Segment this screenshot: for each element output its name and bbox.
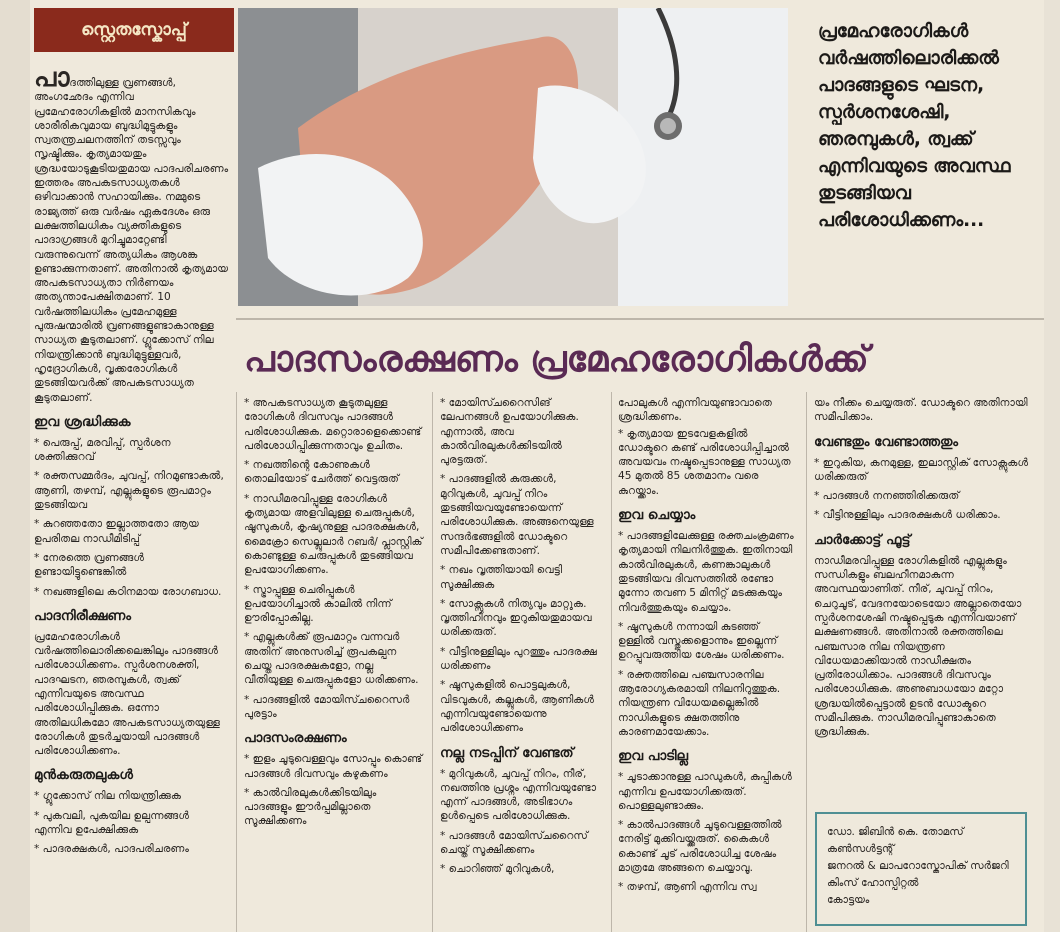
author-name: ഡോ. ജിബിൻ കെ. തോമസ് — [827, 826, 964, 838]
list-item: * പുകവലി, പുകയില ഉല്പന്നങ്ങൾ എന്നിവ ഉപേക്ഷിക്കുക — [34, 809, 189, 837]
subheading: ഇവ പാടില്ല — [618, 748, 689, 765]
subheading: നല്ല നടപ്പിന് വേണ്ടത് — [440, 744, 574, 761]
list-item: * ഇറുകിയ, കനമുള്ള, ഇലാസ്റ്റിക് സോക്സുകൾ ധരിക്കരുത് — [814, 456, 1029, 483]
paragraph: നാഡീമരവിപ്പുള്ള രോഗികളിൽ എല്ലുകളും സന്ധികളും ബലഹീനമാകുന്ന അവസ്ഥയാണിത്. നീര്, ചുവപ്പ് നിറം, ചെറുചൂട്, വേദനയോടെയോ അല്ലാതെയോ സ്പർശനശേഷി നഷ്ടപ്പെടുക എന്നിവയാണ് ലക്ഷണങ്ങൾ. അതിനാൽ രക്തത്തിലെ പഞ്ചസാര നില നിയന്ത്രണ വിധേയമാക്കിയാൽ നാഡീക്ഷതം പ്രതിരോധിക്കാം. പാദങ്ങൾ ദിവസവും പരിശോധിക്കുക. അണുബാധയോ മറ്റോ ശ്രദ്ധയിൽപ്പെട്ടാൽ ഉടൻ ഡോക്ടറെ സമീപിക്കുക. നാഡീമരവിപ്പുണ്ടാകാതെ ശ്രദ്ധിക്കുക. — [814, 554, 1022, 739]
list-item: * നാഡീമരവിപ്പുള്ള രോഗികൾ കൃത്യമായ അളവിലുള്ള ചെരുപ്പുകൾ, ഷൂസുകൾ, കൃഷ്യനുള്ള പാദരക്ഷകൾ, മൈക്രോ സെല്ലുലാർ റബർ/ പ്ലാസ്റ്റിക് കൊണ്ടുള്ള ചെരുപ്പുകൾ തുടങ്ങിയവ ഉപയോഗിക്കണം. — [244, 492, 423, 577]
list-item: * എല്ലുകൾക്ക് രൂപമാറ്റം വന്നവർ അതിന് അനുസരിച്ച് രൂപകല്പന ചെയ്ത പാദരക്ഷകളോ, നല്ല വീതിയുള്ള ചെരുപ്പുകളോ ധരിക്കണം. — [244, 631, 419, 687]
author-hospital: കിംസ് ഹോസ്പിറ്റൽ — [827, 877, 919, 889]
subheading: പാദനിരീക്ഷണം — [34, 607, 131, 624]
subheading: ഇവ ചെയ്യാം — [618, 507, 696, 524]
doctor-examining-foot-illustration — [238, 8, 788, 306]
list-item: * വീട്ടിനുള്ളിലും പാദരക്ഷകൾ ധരിക്കാം. — [814, 509, 1001, 522]
author-title: കൺസൾട്ടന്റ് — [827, 843, 895, 855]
list-item: * പെരുപ്പ്, മരവിപ്പ്, സ്പർശന ശക്തിക്കുറവ് — [34, 436, 171, 464]
list-item: * മുറിവുകൾ, ചുവപ്പ് നിറം, നീര്, നഖത്തിനു പ്രശ്നം എന്നിവയുണ്ടോ എന്ന് പാദങ്ങൾ, അടിഭാഗം ഉൾപ്പെടെ പരിശോധിക്കുക. — [440, 767, 597, 823]
subheading: ഇവ ശ്രദ്ധിക്കുക — [34, 413, 131, 430]
column-2 — [244, 396, 424, 834]
list-item: * കാൽപാദങ്ങൾ ചൂടുവെള്ളത്തിൽ നേരിട്ട് മുക്കിവയ്ക്കരുത്. കൈകൾ കൊണ്ട് ചൂട് പരിശോധിച്ച ശേഷം മാത്രമേ അങ്ങനെ ചെയ്യാവൂ. — [618, 819, 782, 875]
list-item: * മോയിസ്ചറൈസിങ് ലേപനങ്ങൾ ഉപയോഗിക്കുക. എന്നാൽ, അവ കാൽവിരലുകൾക്കിടയിൽ പുരട്ടരുത്. — [440, 397, 579, 467]
list-item: * നഖത്തിന്റെ കോണുകൾ തൊലിയോട് ചേർത്ത് വെട്ടരുത് — [244, 459, 399, 486]
author-city: കോട്ടയം — [827, 894, 870, 906]
adjacent-page-edge — [0, 0, 30, 932]
paragraph: പോലുകൾ എന്നിവയുണ്ടാവാതെ ശ്രദ്ധിക്കണം. — [618, 397, 772, 424]
headline: പാദസംരക്ഷണം പ്രമേഹരോഗികൾക്ക് — [244, 339, 869, 380]
list-item: * നഖം വൃത്തിയായി വെട്ടി സൂക്ഷിക്കുക — [440, 564, 563, 591]
intro-text: ദത്തിലുള്ള വ്രണങ്ങൾ, അംഗഛേദം എന്നിവ പ്രമേഹരോഗികളിൽ മാനസികവും ശാരീരികവുമായ ബുദ്ധിമുട്ടുകളും സ്വതന്ത്രചലനത്തിന് തടസ്സവും സൃഷ്ടിക്കും. കൃത്യമായതും ശ്രദ്ധയോടുകൂടിയതുമായ പാദപരിചരണം ഇത്തരം അപകടസാധ്യതകൾ ഒഴിവാക്കാൻ സഹായിക്കും. നമ്മുടെ രാജ്യത്ത് ഒരു വർഷം ഏകദേശം ഒരു ലക്ഷത്തിലധികം വ്യക്തികളുടെ പാദാഗ്രങ്ങൾ മുറിച്ചുമാറ്റേണ്ടി വരുന്നുവെന്ന് അത്യധികം ആശങ്ക ഉണ്ടാക്കുന്നതാണ്. അതിനാൽ കൃത്യമായ അപകടസാധ്യതാ നിർണയം അത്യന്താപേക്ഷിതമാണ്. 10 വർഷത്തിലധികം പ്രമേഹമുള്ള പുരുഷന്മാരിൽ വ്രണങ്ങളുണ്ടാകാനുള്ള സാധ്യത കൂടുതലാണ്. ഗ്ലൂക്കോസ് നില നിയന്ത്രിക്കാൻ ബുദ്ധിമുട്ടുള്ളവർ, ഹൃദ്രോഗികൾ, വൃക്കരോഗികൾ തുടങ്ങിയവർക്ക് അപകടസാധ്യത കൂടുതലാണ്. — [34, 77, 229, 404]
list-item: * പാദങ്ങൾ മോയിസ്ചറൈസ് ചെയ്ത് സൂക്ഷിക്കണം — [440, 829, 588, 857]
list-item: * ചൂടാക്കാനുള്ള പാഡുകൾ, കുപ്പികൾ എന്നിവ ഉപയോഗിക്കരുത്. പൊള്ളലുണ്ടാക്കും. — [618, 771, 792, 812]
author-department: ജനറൽ & ലാപറോസ്കോപിക് സർജറി — [827, 860, 1009, 872]
subheading: മുൻകരുതലുകൾ — [34, 767, 133, 784]
column-rule — [806, 392, 807, 932]
list-item: * കൃത്യമായ ഇടവേളകളിൽ ഡോക്ടറെ കണ്ട് പരിശോധിപ്പിച്ചാൽ അവയവം നഷ്ടപ്പെടാനുള്ള സാധ്യത 45 മുതൽ 85 ശതമാനം വരെ കുറയ്ക്കാം. — [618, 427, 791, 497]
intro-paragraph — [34, 63, 230, 405]
list-item: * ഗ്ലൂക്കോസ് നില നിയന്ത്രിക്കുക — [34, 790, 182, 803]
author-byline-box — [815, 812, 1027, 926]
list-item: * സോക്സുകൾ നിത്യവും മാറ്റുക. വൃത്തിഹീനവും ഇറുകിയതുമായവ ധരിക്കരുത്. — [440, 597, 592, 639]
divider — [236, 318, 1044, 320]
list-item: * പാദങ്ങളിൽ കുരുക്കൾ, മുറിവുകൾ, ചുവപ്പ് നിറം തുടങ്ങിയവയുണ്ടോയെന്ന് പരിശോധിക്കുക. അങ്ങനെയുള്ള സന്ദർഭങ്ങളിൽ ഡോക്ടറെ സമീപിക്കേണ്ടതാണ്. — [440, 473, 594, 557]
list-item: * കുറഞ്ഞതോ ഇല്ലാത്തതോ ആയ ഉപരിതല നാഡീമിടിപ്പ് — [34, 518, 199, 545]
list-item: * അപകടസാധ്യത കൂടുതലുള്ള രോഗികൾ ദിവസവും പാദങ്ങൾ പരിശോധിക്കുക. മറ്റൊരാളെക്കൊണ്ട് പരിശോധിപ്പിക്കുന്നതാവും ഉചിതം. — [244, 397, 422, 452]
list-item: * തഴമ്പ്, ആണി എന്നിവ സ്വ — [618, 881, 757, 894]
column-rule — [432, 392, 433, 932]
list-item: * ഇളം ചൂടുവെള്ളവും സോപ്പും കൊണ്ട് പാദങ്ങൾ ദിവസവും കഴുകണം — [244, 753, 423, 780]
pull-quote: പ്രമേഹരോഗികൾ വർഷത്തിലൊരിക്കൽ പാദങ്ങളുടെ ഘടന, സ്പർശനശേഷി, ഞരമ്പുകൾ, ത്വക്ക് എന്നിവയുടെ അവസ്ഥ തുടങ്ങിയവ പരിശോധിക്കണം... — [818, 21, 1011, 231]
list-item: * ഷൂസുകളിൽ പൊട്ടലുകൾ, വിടവുകൾ, കല്ലുകൾ, ആണികൾ എന്നിവയുണ്ടോയെന്നു പരിശോധിക്കണം — [440, 679, 595, 735]
drop-cap: പാ — [34, 63, 70, 93]
list-item: * വീട്ടിനുള്ളിലും പുറത്തും പാദരക്ഷ ധരിക്കണം — [440, 645, 597, 673]
column-4 — [618, 396, 798, 900]
column-rule — [611, 392, 612, 932]
list-item: * രക്തത്തിലെ പഞ്ചസാരനില ആരോഗ്യകരമായി നിലനിറുത്തുക. നിയന്ത്രണ വിധേയമല്ലെങ്കിൽ നാഡികളുടെ ക്ഷതത്തിനു കാരണമായേക്കാം. — [618, 668, 781, 738]
column-rule — [236, 392, 237, 932]
list-item: * പാദങ്ങളിൽ മോയിസ്ചറൈസർ പുരട്ടാം — [244, 693, 410, 720]
paragraph: പ്രമേഹരോഗികൾ വർഷത്തിലൊരിക്കലെങ്കിലും പാദങ്ങൾ പരിശോധിക്കണം. സ്പർശനശക്തി, പാദഘടന, ഞരമ്പുകൾ, ത്വക്ക് എന്നിവയുടെ അവസ്ഥ പരിശോധിപ്പിക്കുക. ഒന്നോ അതിലധികമോ അപകടസാധ്യതയുള്ള രോഗികൾ തുടർച്ചയായി പാദങ്ങൾ പരിശോധിക്കണം. — [34, 630, 220, 758]
list-item: * നഖങ്ങളിലെ കഠിനമായ രോഗബാധ. — [34, 585, 222, 598]
list-item: * പാദങ്ങൾ നനഞ്ഞിരിക്കരുത് — [814, 490, 960, 503]
column-1 — [34, 63, 230, 862]
column-5 — [814, 396, 1036, 742]
paragraph: യം നീക്കം ചെയ്യരുത്. ഡോക്ടറെ അതിനായി സമീപിക്കാം. — [814, 397, 1028, 424]
list-item: * നേരത്തെ വ്രണങ്ങൾ ഉണ്ടായിട്ടുണ്ടെങ്കിൽ — [34, 551, 145, 579]
subheading: വേണ്ടതും വേണ്ടാത്തതും — [814, 433, 959, 450]
list-item: * സ്ട്രാപ്പുള്ള ചെരിപ്പുകൾ ഉപയോഗിച്ചാൽ കാലിൽ നിന്ന് ഊരിപ്പോകില്ല. — [244, 583, 392, 625]
list-item: * രക്തസമ്മർദം, ചുവപ്പ്, നിറമുണ്ടാകൽ, ആണി, തഴമ്പ്, എല്ലുകളുടെ രൂപമാറ്റം തുടങ്ങിയവ — [34, 470, 224, 512]
list-item: * കാൽവിരലുകൾക്കിടയിലും പാദങ്ങളും ഈർപ്പമില്ലാതെ സൂക്ഷിക്കണം — [244, 786, 377, 828]
section-tag: സ്റ്റെതസ്കോപ്പ് — [34, 8, 234, 52]
column-3 — [440, 396, 605, 882]
list-item: * പാദങ്ങളിലേക്കുള്ള രക്തചംക്രമണം കൃത്യമായി നിലനിർത്തുക. ഇതിനായി കാൽവിരലുകൾ, കണങ്കാലുകൾ തുടങ്ങിയവ ദിവസത്തിൽ രണ്ടോ മൂന്നോ തവണ 5 മിനിറ്റ് മടക്കുകയും നിവർത്തുകയും ചെയ്യാം. — [618, 530, 794, 614]
list-item: * ഷൂസുകൾ നന്നായി കുടഞ്ഞ് ഉള്ളിൽ വസ്തുക്കളൊന്നും ഇല്ലെന്ന് ഉറപ്പുവരുത്തിയ ശേഷം ധരിക്കണം. — [618, 620, 785, 662]
subheading: ചാർക്കോട്ട് ഫൂട്ട് — [814, 531, 911, 548]
list-item: * പാദരക്ഷകൾ, പാദപരിചരണം — [34, 843, 189, 856]
hero-photo — [238, 8, 788, 306]
list-item: * ചൊറിഞ്ഞ് മുറിവുകൾ, — [440, 863, 555, 876]
subheading: പാദസംരക്ഷണം — [244, 730, 347, 747]
